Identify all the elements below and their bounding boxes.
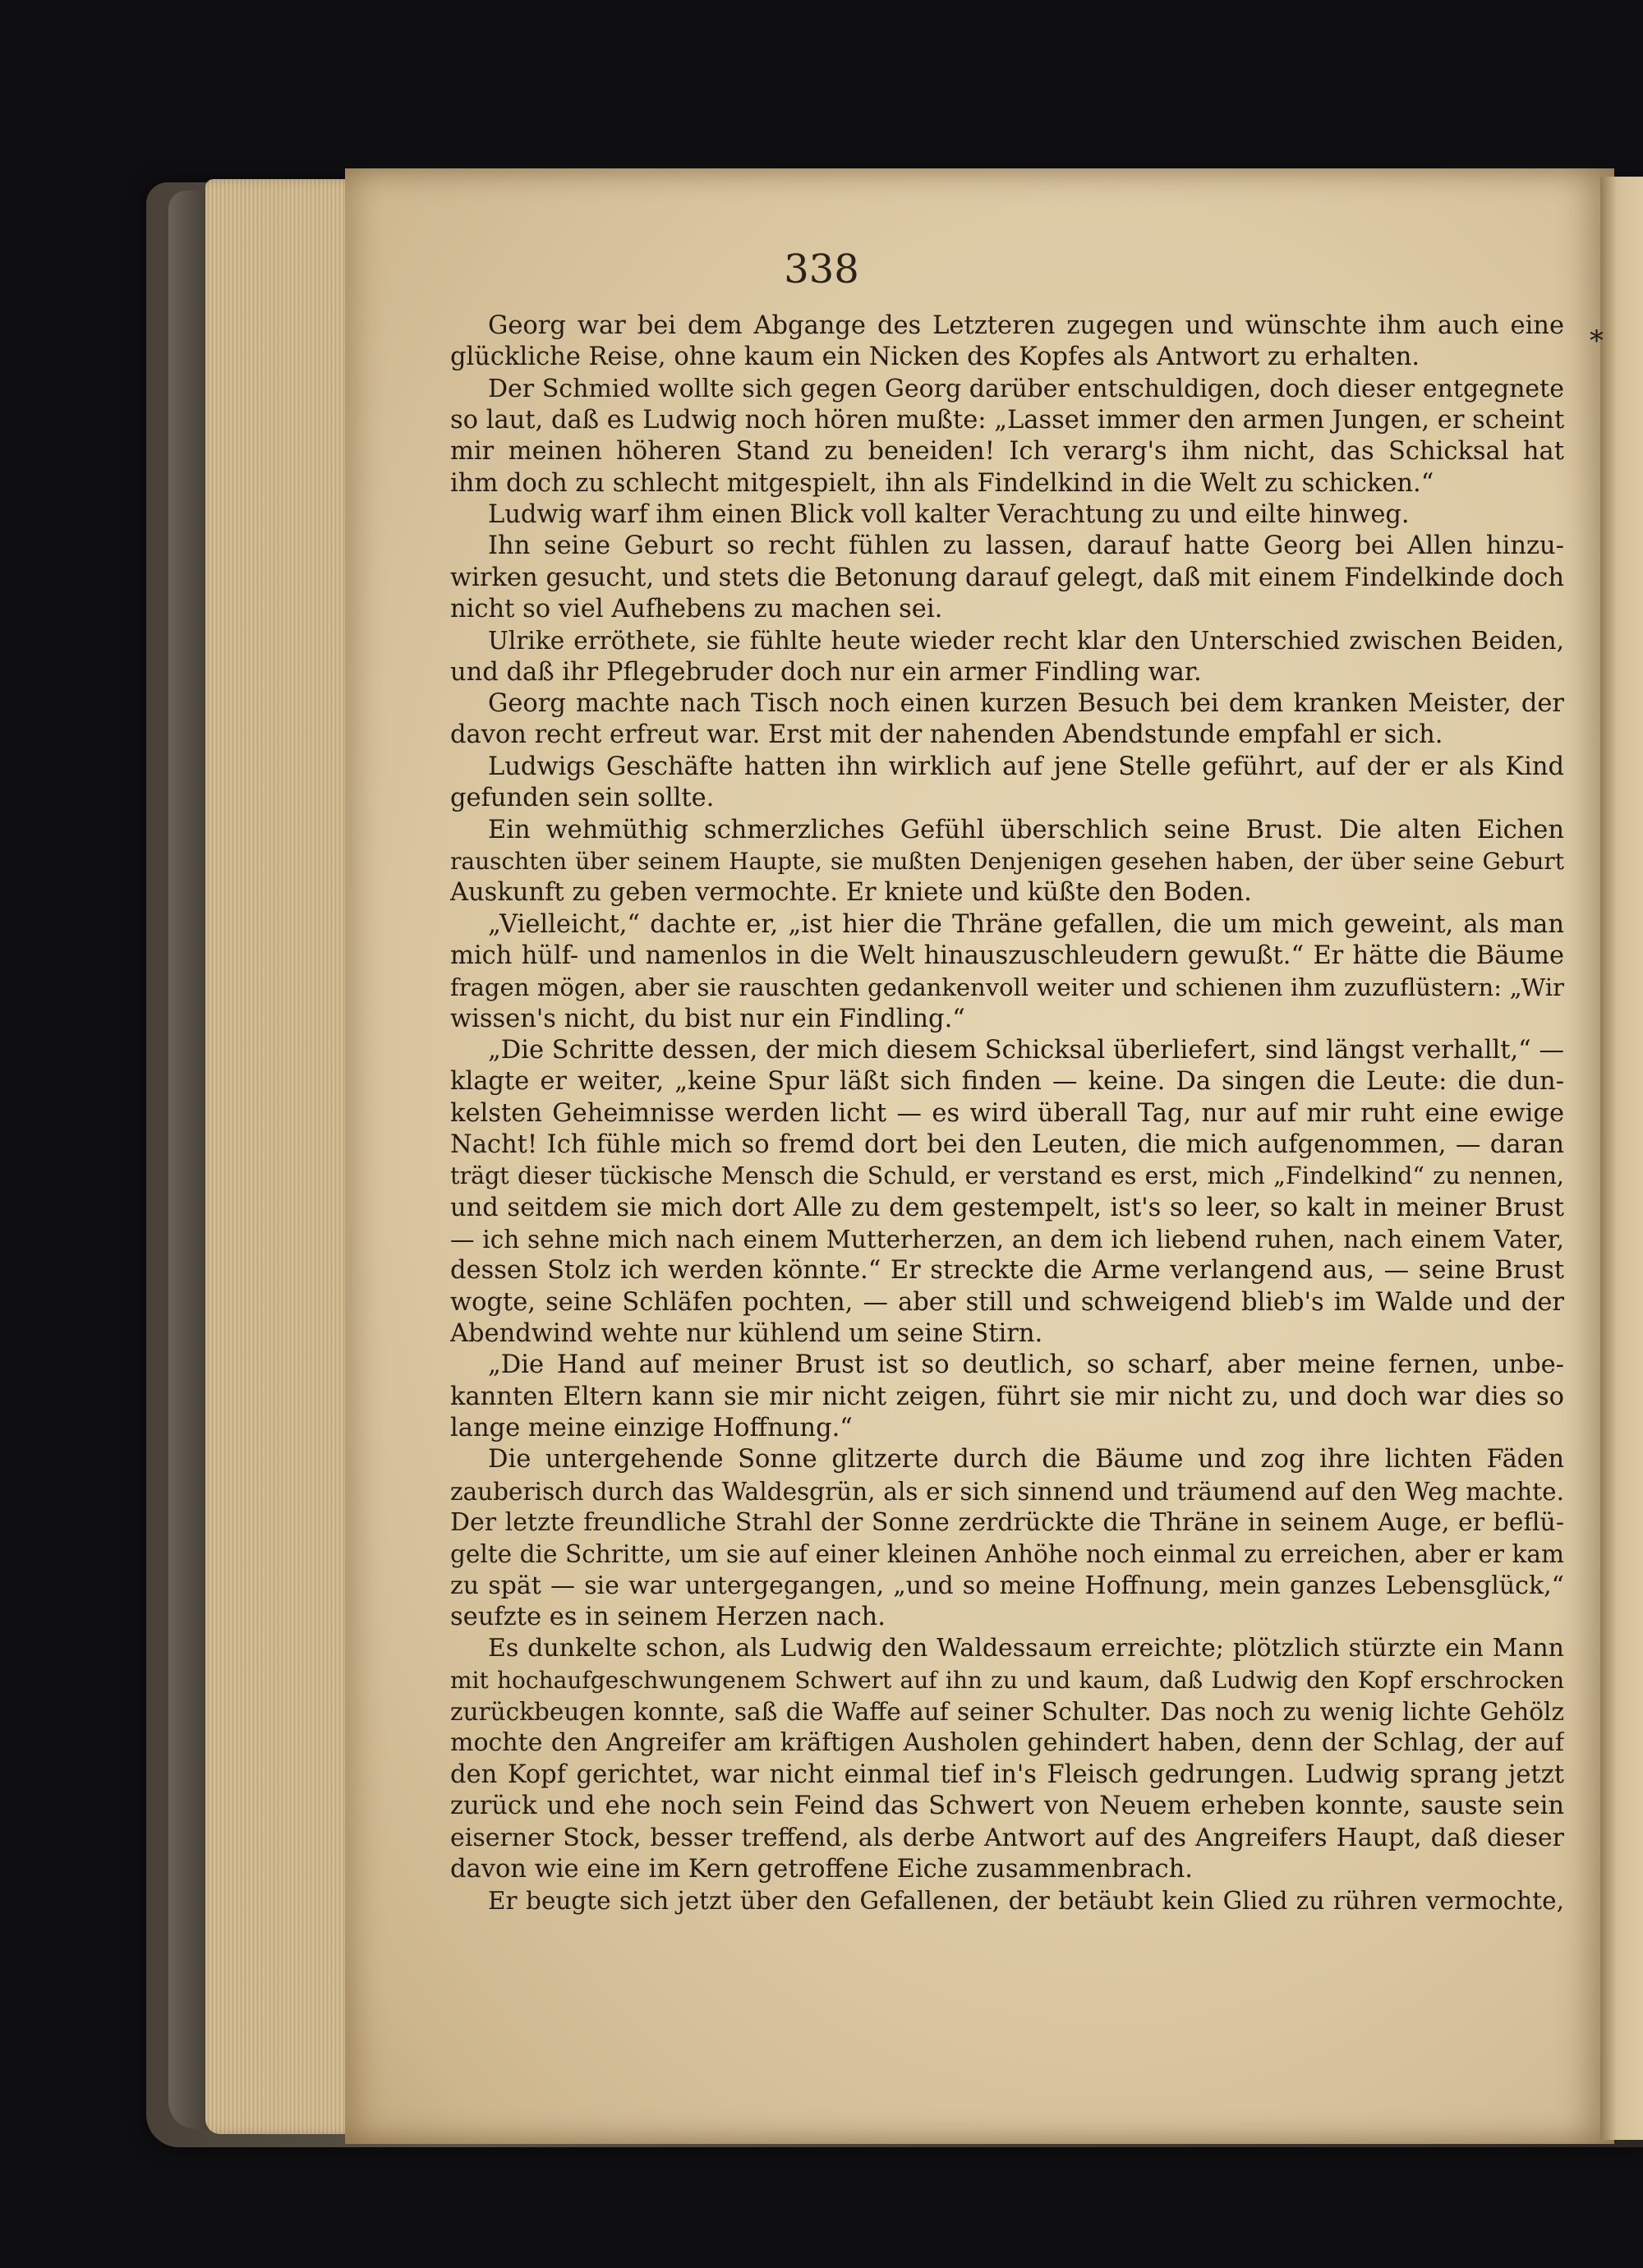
text-line: und daß ihr Pflegebruder doch nur ein armer Findling war. [450, 657, 1202, 687]
text-line: zauberisch durch das Waldesgrün, als er sich sinnend und träumend auf den Weg machte. [450, 1477, 1564, 1506]
text-line: Ludwigs Geschäfte hatten ihn wirklich auf jene Stelle geführt, auf der er als Kind [488, 752, 1564, 781]
text-line: Ein wehmüthig schmerzliches Gefühl überschlich seine Brust. Die alten Eichen [488, 815, 1564, 844]
text-line: glückliche Reise, ohne kaum ein Nicken des Kopfes als Antwort zu erhalten. [450, 343, 1420, 372]
body-text [450, 311, 1564, 1917]
text-line: wissen's nicht, du bist nur ein Findling.“ [450, 1004, 965, 1033]
text-line: mochte den Angreifer am kräftigen Ausholen gehindert haben, denn der Schlag, der auf [450, 1728, 1564, 1758]
text-line: Die untergehende Sonne glitzerte durch die Bäume und zog ihre lichten Fäden [488, 1445, 1564, 1474]
text-line: trägt dieser tückische Mensch die Schuld, er verstand es erst, mich „Findelkind“ zu nennen, [450, 1162, 1564, 1190]
text-line: Georg war bei dem Abgange des Letzteren zugegen und wünschte ihm auch eine [488, 311, 1564, 340]
text-line: Ludwig warf ihm einen Blick voll kalter Verachtung zu und eilte hinweg. [488, 500, 1410, 530]
text-line: davon recht erfreut war. Erst mit der nahenden Abendstunde empfahl er sich. [450, 720, 1443, 750]
text-line: kelsten Geheimnisse werden licht — es wird überall Tag, nur auf mir ruht eine ewige [450, 1098, 1564, 1128]
text-line: Es dunkelte schon, als Ludwig den Waldessaum erreichte; plötzlich stürzte ein Mann [488, 1634, 1564, 1663]
text-line: wogte, seine Schläfen pochten, — aber still und schweigend blieb's im Walde und der [450, 1287, 1564, 1317]
text-line: Er beugte sich jetzt über den Gefallenen, der betäubt kein Glied zu rühren vermochte, [488, 1887, 1564, 1916]
text-line: ihm doch zu schlecht mitgespielt, ihn als Findelkind in die Welt zu schicken.“ [450, 468, 1434, 498]
text-line: Der letzte freundliche Strahl der Sonne zerdrückte die Thräne in seinem Auge, er beflü- [450, 1508, 1564, 1538]
page-number: 338 [784, 246, 859, 292]
text-line: dessen Stolz ich werden könnte.“ Er streckte die Arme verlangend aus, — seine Brust [450, 1256, 1564, 1286]
text-line: mit hochaufgeschwungenem Schwert auf ihn zu und kaum, daß Ludwig den Kopf erschrocken [450, 1666, 1564, 1694]
text-line: eiserner Stock, besser treffend, als derbe Antwort auf des Angreifers Haupt, daß dieser [450, 1823, 1564, 1852]
text-line: seufzte es in seinem Herzen nach. [450, 1603, 886, 1632]
text-line: so laut, daß es Ludwig noch hören mußte: „Lasset immer den armen Jungen, er scheint [450, 406, 1564, 435]
text-line: fragen mögen, aber sie rauschten gedankenvoll weiter und schienen ihm zuzuflüstern: „Wir [450, 973, 1564, 1002]
text-line: „Die Schritte dessen, der mich diesem Schicksal überliefert, sind längst verhallt,“ — [488, 1035, 1564, 1065]
text-line: wirken gesucht, und stets die Betonung darauf gelegt, daß mit einem Findelkinde doch [450, 563, 1564, 592]
text-line: kannten Eltern kann sie mir nicht zeigen, führt sie mir nicht zu, und doch war dies so [450, 1382, 1564, 1411]
text-line: Abendwind wehte nur kühlend um seine Stirn. [450, 1319, 1043, 1348]
text-line: „Vielleicht,“ dachte er, „ist hier die Thräne gefallen, die um mich geweint, als man [488, 909, 1564, 939]
text-line: lange meine einzige Hoffnung.“ [450, 1414, 853, 1443]
text-line: davon wie eine im Kern getroffene Eiche zusammenbrach. [450, 1854, 1193, 1884]
text-line: zurück und ehe noch sein Feind das Schwert von Neuem erheben konnte, sauste sein [450, 1792, 1564, 1821]
text-line: nicht so viel Aufhebens zu machen sei. [450, 595, 943, 624]
text-line: — ich sehne mich nach einem Mutterherzen, an dem ich liebend ruhen, nach einem Vater, [450, 1225, 1564, 1254]
text-line: Ulrike erröthete, sie fühlte heute wieder recht klar den Unterschied zwischen Beiden, [488, 627, 1564, 656]
text-line: Der Schmied wollte sich gegen Georg darüber entschuldigen, doch dieser entgegnete [488, 374, 1564, 403]
text-line: den Kopf gerichtet, war nicht einmal tief in's Fleisch gedrungen. Ludwig sprang jetzt [450, 1760, 1564, 1789]
text-line: klagte er weiter, „keine Spur läßt sich finden — keine. Da singen die Leute: die dun- [450, 1067, 1564, 1097]
text-line: rauschten über seinem Haupte, sie mußten Denjenigen gesehen haben, der über seine Geburt [450, 847, 1564, 875]
text-line: Auskunft zu geben vermochte. Er kniete und küßte den Boden. [450, 878, 1252, 908]
text-line: mir meinen höheren Stand zu beneiden! Ich verarg's ihm nicht, das Schicksal hat [450, 437, 1564, 467]
text-line: Nacht! Ich fühle mich so fremd dort bei den Leuten, die mich aufgenommen, — daran [450, 1129, 1564, 1159]
text-line: Ihn seine Geburt so recht fühlen zu lassen, darauf hatte Georg bei Allen hinzu- [488, 531, 1564, 561]
text-line: und seitdem sie mich dort Alle zu dem gestempelt, ist's so leer, so kalt in meiner Brust [450, 1193, 1564, 1222]
text-line: Georg machte nach Tisch noch einen kurzen Besuch bei dem kranken Meister, der [488, 689, 1564, 719]
text-line: mich hülf- und namenlos in die Welt hinauszuschleudern gewußt.“ Er hätte die Bäume [450, 941, 1564, 970]
text-line: gefunden sein sollte. [450, 784, 715, 813]
text-line: zurückbeugen konnte, saß die Waffe auf seiner Schulter. Das noch zu wenig lichte Gehölz [450, 1698, 1564, 1727]
margin-mark: * [1590, 324, 1604, 357]
text-line: zu spät — sie war untergegangen, „und so meine Hoffnung, mein ganzes Lebensglück,“ [450, 1571, 1564, 1600]
next-page-edge [1600, 177, 1643, 2140]
text-line: „Die Hand auf meiner Brust ist so deutlich, so scharf, aber meine fernen, unbe- [488, 1350, 1564, 1380]
text-line: gelte die Schritte, um sie auf einer kleinen Anhöhe noch einmal zu erreichen, aber er kam [450, 1540, 1564, 1569]
